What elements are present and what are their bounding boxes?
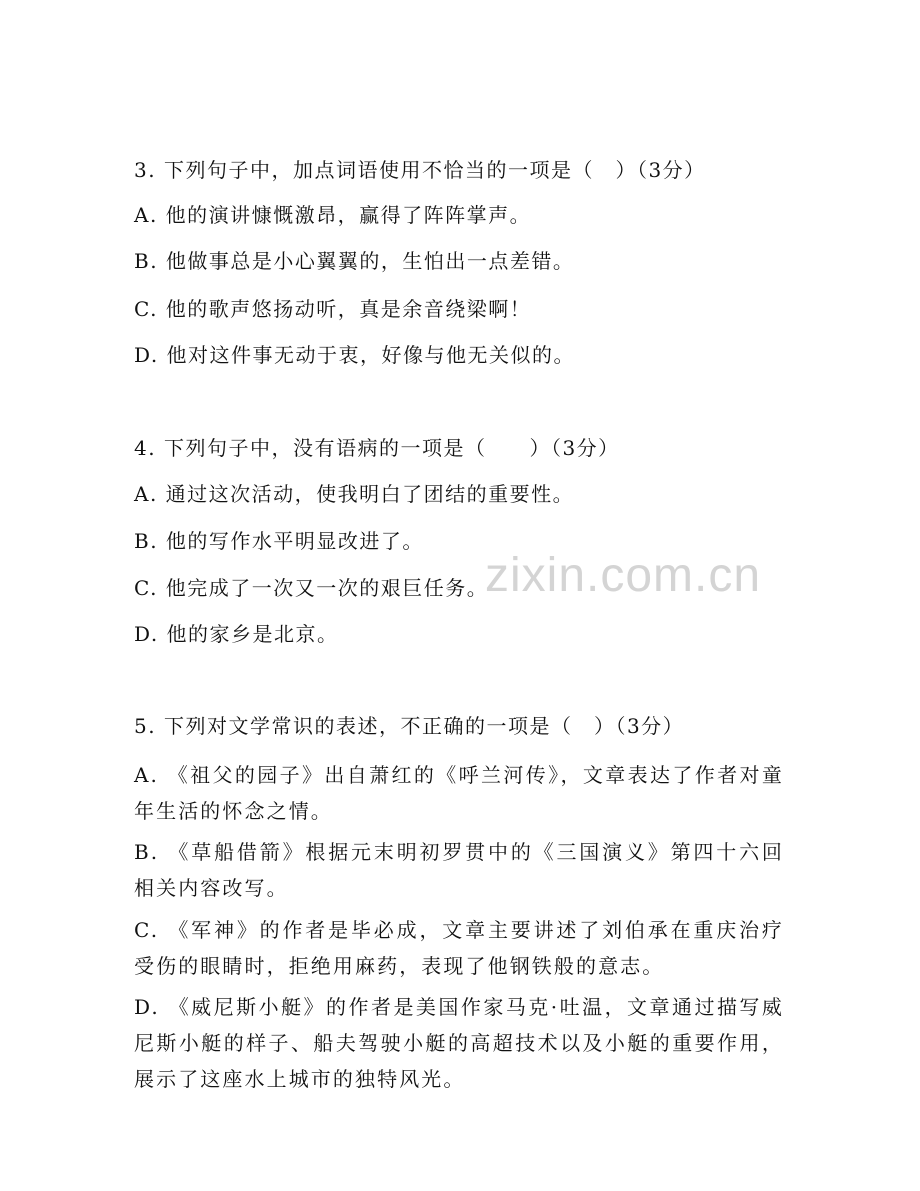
watermark: zixin.com.cn xyxy=(485,549,762,602)
question-4-option-b: B. 他的写作水平明显改进了。 xyxy=(134,529,424,553)
question-3-option-a: A. 他的演讲慷慨激昂，赢得了阵阵掌声。 xyxy=(134,203,532,227)
question-5-option-b: B. 《草船借箭》根据元末明初罗贯中的《三国演义》第四十六回相关内容改写。 xyxy=(134,840,784,900)
question-3-option-b: B. 他做事总是小心翼翼的，生怕出一点差错。 xyxy=(134,249,575,273)
question-4-option-c: C. 他完成了一次又一次的艰巨任务。 xyxy=(134,576,489,600)
question-5-stem: 5. 下列对文学常识的表述，不正确的一项是（ ）（3分） xyxy=(134,714,685,738)
question-5-option-c: C. 《军神》的作者是毕必成，文章主要讲述了刘伯承在重庆治疗受伤的眼睛时，拒绝用麻药，表现了他钢铁般的意志。 xyxy=(134,918,784,978)
question-4-option-a: A. 通过这次活动，使我明白了团结的重要性。 xyxy=(134,482,575,506)
question-4-stem: 4. 下列句子中，没有语病的一项是（ ）（3分） xyxy=(134,436,620,460)
question-5-option-d: D. 《威尼斯小艇》的作者是美国作家马克·吐温，文章通过描写威尼斯小艇的样子、船夫驾驶小艇的高超技术以及小艇的重要作用，展示了这座水上城市的独特风光。 xyxy=(134,995,784,1091)
question-4-option-d: D. 他的家乡是北京。 xyxy=(134,622,339,646)
question-3-stem: 3. 下列句子中，加点词语使用不恰当的一项是（ ）（3分） xyxy=(134,158,706,182)
question-3-option-d: D. 他对这件事无动于衷，好像与他无关似的。 xyxy=(134,343,576,367)
question-5-option-a: A. 《祖父的园子》出自萧红的《呼兰河传》，文章表达了作者对童年生活的怀念之情。 xyxy=(134,763,784,823)
question-3-option-c: C. 他的歌声悠扬动听，真是余音绕梁啊！ xyxy=(134,297,532,321)
